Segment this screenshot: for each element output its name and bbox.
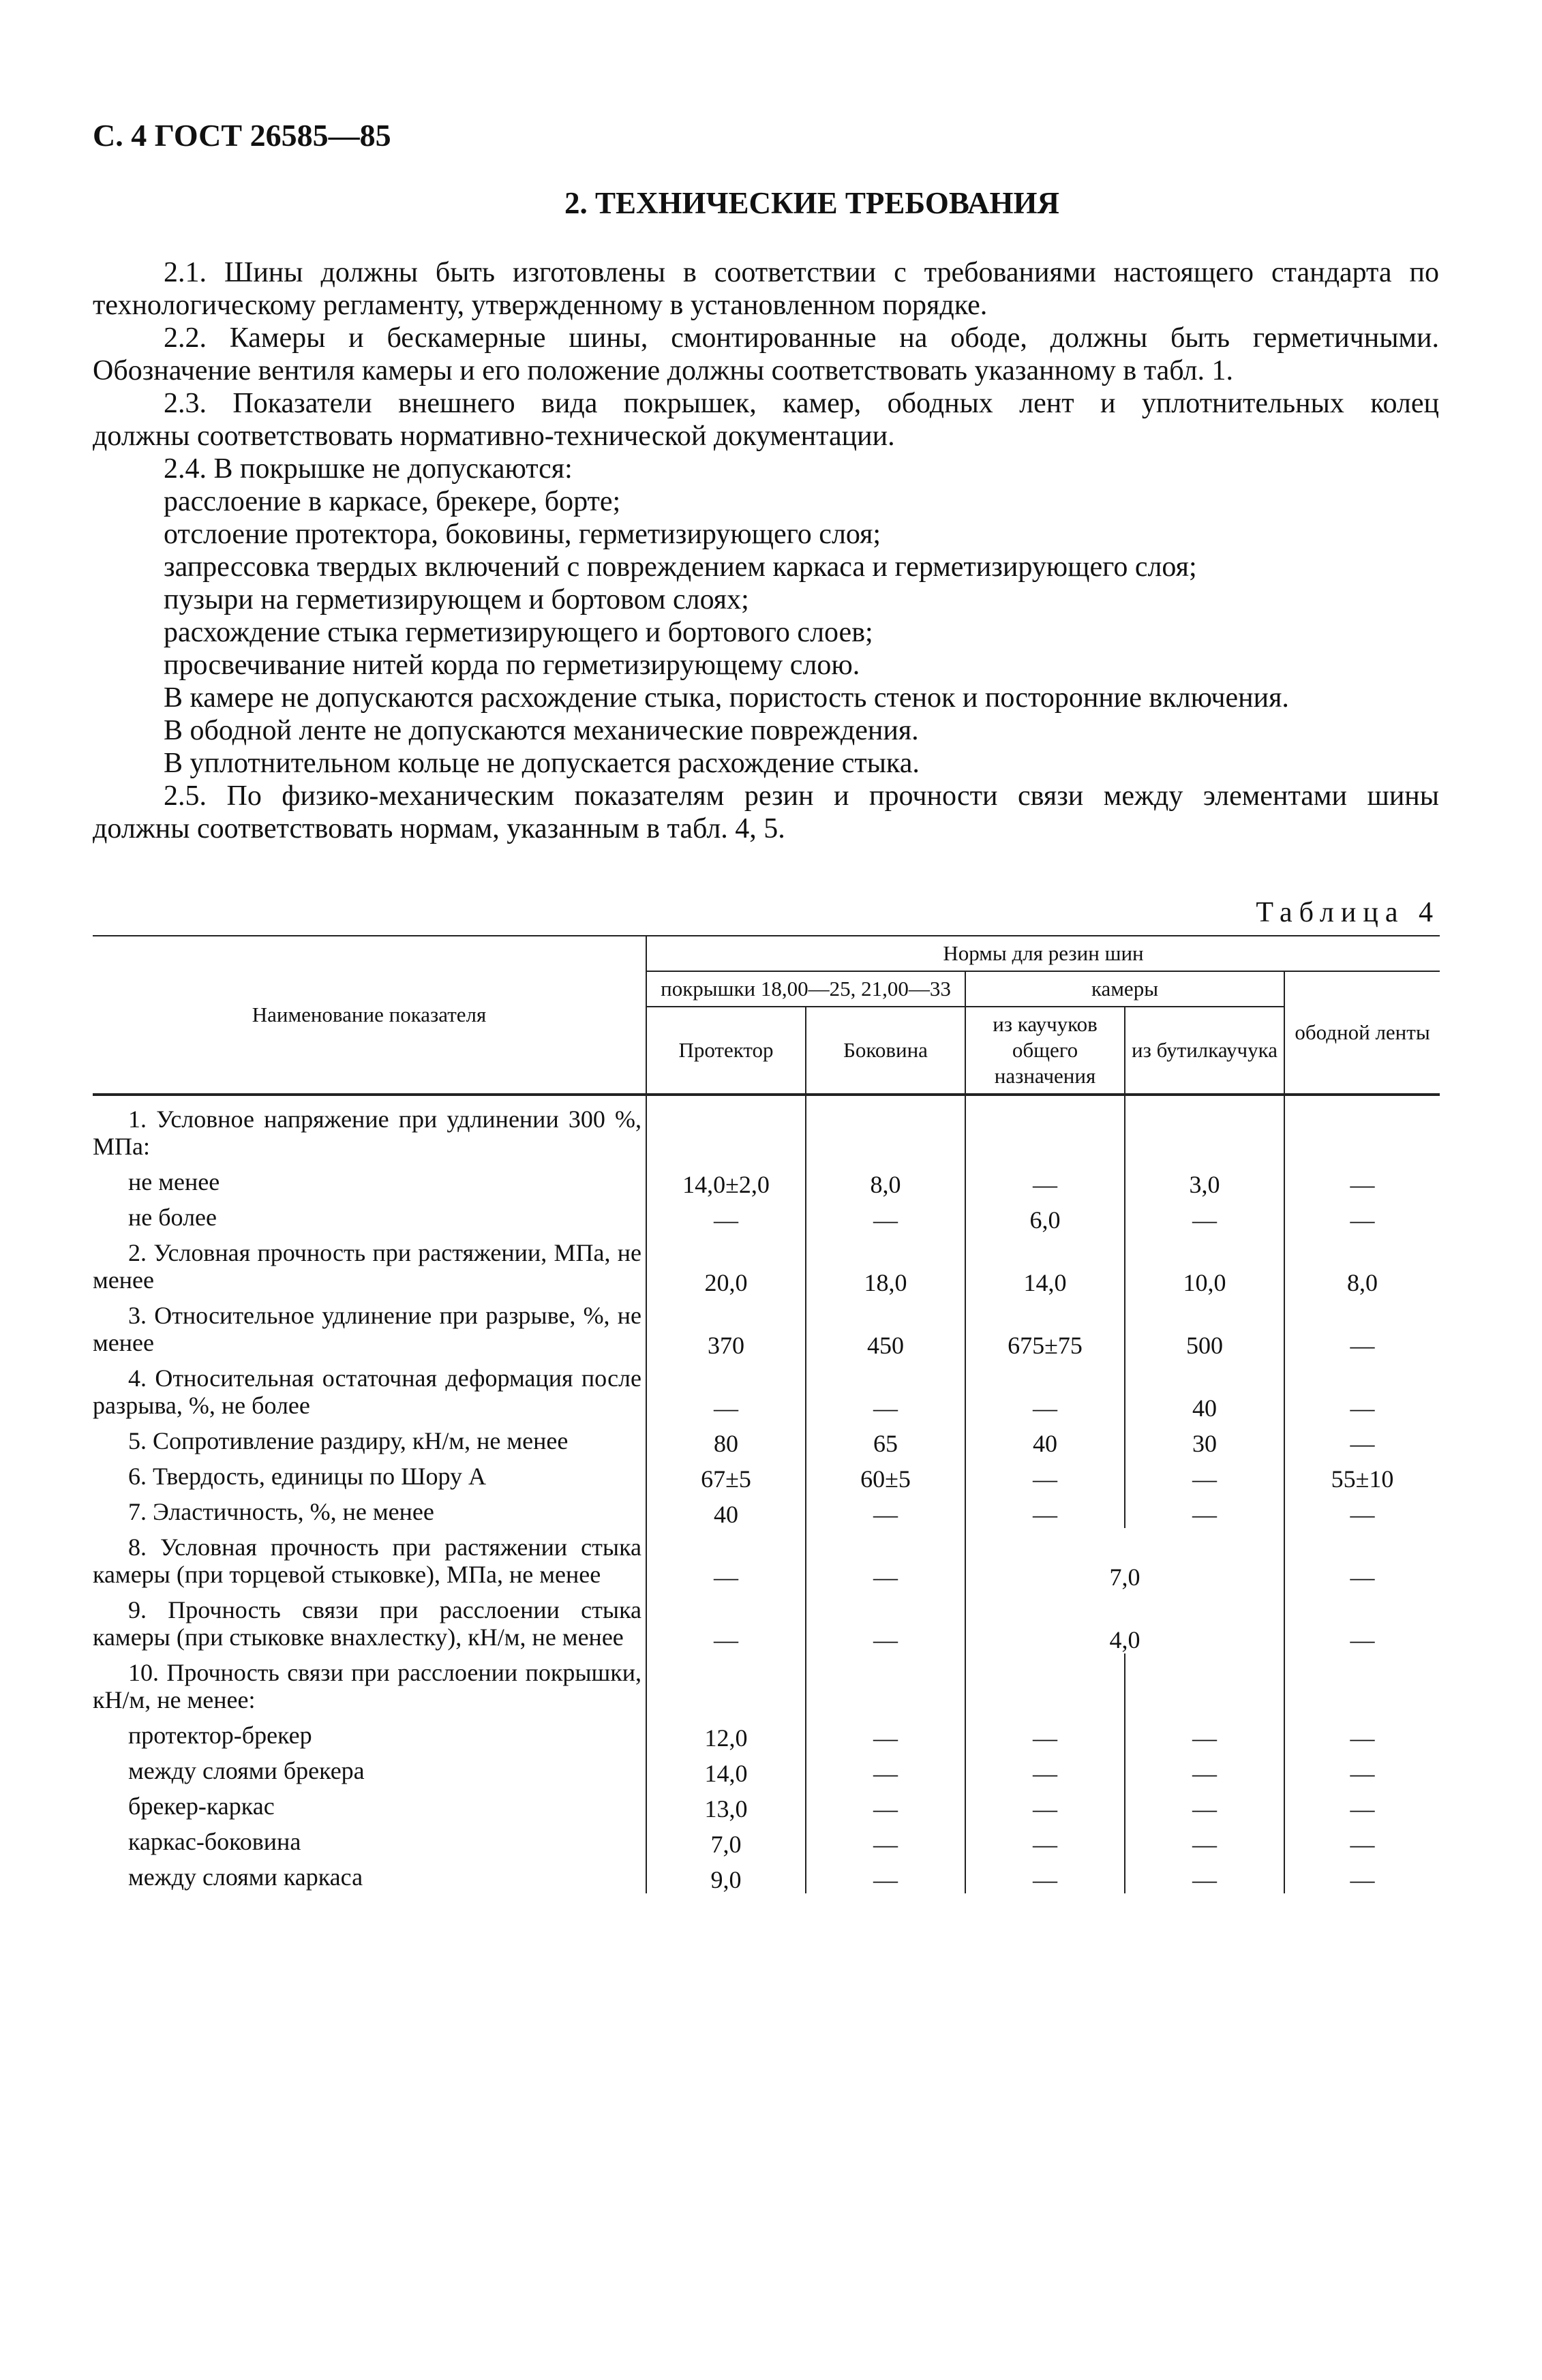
table-cell: —	[1284, 1716, 1440, 1752]
table-cell: —	[965, 1359, 1125, 1422]
table-cell: —	[646, 1198, 806, 1234]
table-row	[93, 1359, 1440, 1422]
row-label: 10. Прочность связи при расслоении покрышки, кН/м, не менее:	[93, 1659, 641, 1713]
table-cell: —	[1284, 1296, 1440, 1359]
table-row	[93, 1493, 1440, 1528]
paragraph-2-5-line1: 2.5. По физико-механическим показателям резин и прочности связи между элементами шины	[164, 780, 1439, 812]
table-cell: 80	[646, 1422, 806, 1457]
table-cell: 12,0	[646, 1716, 806, 1752]
table-cell: —	[1125, 1457, 1284, 1493]
table-cell: —	[1284, 1787, 1440, 1822]
requirements-text	[93, 256, 1439, 845]
list-item: расслоение в каркасе, брекере, борте;	[164, 486, 621, 517]
table-cell: 8,0	[806, 1163, 965, 1198]
section-title-text: 2. ТЕХНИЧЕСКИЕ ТРЕБОВАНИЯ	[564, 186, 1060, 220]
table-row	[93, 1591, 1440, 1653]
table-cell: —	[646, 1528, 806, 1591]
row-label: между слоями брекера	[128, 1757, 365, 1784]
row-label: 1. Условное напряжение при удлинении 300 %, МПа:	[93, 1105, 641, 1160]
table-cell: —	[1125, 1822, 1284, 1858]
table-cell: —	[1284, 1493, 1440, 1528]
paragraph-2-4: 2.4. В покрышке не допускаются:	[164, 453, 573, 485]
table-cell: 7,0	[646, 1822, 806, 1858]
table-cell: 30	[1125, 1422, 1284, 1457]
row-label: 8. Условная прочность при растяжении стыка камеры (при торцевой стыковке), МПа, не менее	[93, 1534, 641, 1588]
list-item: В уплотнительном кольце не допускается расхождение стыка.	[164, 748, 920, 779]
table-cell: —	[965, 1716, 1125, 1752]
table-row	[93, 1095, 1440, 1163]
table-cell: —	[806, 1822, 965, 1858]
table-row	[93, 1858, 1440, 1893]
table-cell: —	[1125, 1198, 1284, 1234]
table-cell: 10,0	[1125, 1234, 1284, 1296]
table-cell: 40	[965, 1422, 1125, 1457]
table-cell: 450	[806, 1296, 965, 1359]
header-norms: Нормы для резин шин	[646, 936, 1440, 971]
header-indicator: Наименование показателя	[93, 936, 646, 1095]
list-item: просвечивание нитей корда по герметизирующему слою.	[164, 650, 860, 681]
table-row	[93, 1716, 1440, 1752]
table-cell: —	[1284, 1359, 1440, 1422]
table-cell: 60±5	[806, 1457, 965, 1493]
paragraph-2-1-line2: технологическому регламенту, утвержденному в установленном порядке.	[93, 290, 988, 321]
row-label: брекер-каркас	[128, 1792, 275, 1820]
table-cell: —	[806, 1359, 965, 1422]
table-cell: —	[1284, 1198, 1440, 1234]
table-cell: —	[1284, 1163, 1440, 1198]
table-cell: —	[1125, 1716, 1284, 1752]
header-tread: Протектор	[646, 1007, 806, 1095]
row-label: каркас-боковина	[128, 1828, 301, 1855]
table-cell: —	[1284, 1528, 1440, 1591]
table-cell: 9,0	[646, 1858, 806, 1893]
table-cell: —	[1284, 1591, 1440, 1653]
table-cell: —	[965, 1752, 1125, 1787]
table-row	[93, 1457, 1440, 1493]
norms-table	[93, 935, 1440, 1893]
paragraph-2-1-line1: 2.1. Шины должны быть изготовлены в соответствии с требованиями настоящего стандарта по	[164, 257, 1439, 288]
table-cell: 14,0	[646, 1752, 806, 1787]
header-tube-butyl: из бутилкаучука	[1125, 1007, 1284, 1095]
table-row	[93, 1528, 1440, 1591]
table-row	[93, 1234, 1440, 1296]
table-row	[93, 1822, 1440, 1858]
table-caption: Таблица 4	[1256, 897, 1440, 928]
paragraph-2-3-line1: 2.3. Показатели внешнего вида покрышек, камер, ободных лент и уплотнительных колец	[164, 388, 1439, 419]
row-label: 9. Прочность связи при расслоении стыка камеры (при стыковке внахлестку), кН/м, не менее	[93, 1596, 641, 1651]
row-label: 2. Условная прочность при растяжении, МПа, не менее	[93, 1239, 641, 1294]
table-cell: 20,0	[646, 1234, 806, 1296]
list-item: расхождение стыка герметизирующего и бортового слоев;	[164, 617, 873, 648]
table-cell: —	[965, 1163, 1125, 1198]
row-label: 3. Относительное удлинение при разрыве, %, не менее	[93, 1302, 641, 1356]
table-row	[93, 1787, 1440, 1822]
table-cell: 4,0	[965, 1591, 1284, 1653]
table-cell: —	[965, 1858, 1125, 1893]
table-cell: —	[806, 1787, 965, 1822]
table-cell: —	[1125, 1858, 1284, 1893]
table-cell: 14,0±2,0	[646, 1163, 806, 1198]
table-cell: —	[1284, 1858, 1440, 1893]
table-cell: —	[806, 1493, 965, 1528]
table-row	[93, 1752, 1440, 1787]
header-tires-group: покрышки 18,00—25, 21,00—33	[646, 971, 965, 1007]
row-label: 5. Сопротивление раздиру, кН/м, не менее	[128, 1427, 569, 1454]
header-tubes-group: камеры	[965, 971, 1284, 1007]
table-cell: 40	[646, 1493, 806, 1528]
row-label: между слоями каркаса	[128, 1863, 363, 1891]
header-rim-tape: ободной ленты	[1284, 971, 1440, 1095]
table-cell: —	[806, 1528, 965, 1591]
table-cell: 675±75	[965, 1296, 1125, 1359]
header-tube-general: из каучуков общего назначения	[965, 1007, 1125, 1095]
table-cell: —	[806, 1716, 965, 1752]
row-label: 7. Эластичность, %, не менее	[128, 1498, 434, 1525]
table-cell: 3,0	[1125, 1163, 1284, 1198]
row-label: не более	[128, 1204, 217, 1231]
table-row	[93, 1296, 1440, 1359]
table-cell: 55±10	[1284, 1457, 1440, 1493]
table-cell: —	[1125, 1493, 1284, 1528]
table-cell: —	[1284, 1752, 1440, 1787]
table-cell: —	[1125, 1787, 1284, 1822]
table-cell: 67±5	[646, 1457, 806, 1493]
table-cell: —	[646, 1359, 806, 1422]
table-row	[93, 1163, 1440, 1198]
table-row	[93, 1198, 1440, 1234]
paragraph-2-2-line2: Обозначение вентиля камеры и его положение должны соответствовать указанному в табл. 1.	[93, 355, 1233, 386]
table-row	[93, 1422, 1440, 1457]
table-cell: 6,0	[965, 1198, 1125, 1234]
list-item: отслоение протектора, боковины, герметизирующего слоя;	[164, 519, 881, 550]
table-cell: 500	[1125, 1296, 1284, 1359]
row-label: не менее	[128, 1168, 220, 1195]
table-cell: —	[806, 1752, 965, 1787]
table-cell: 13,0	[646, 1787, 806, 1822]
header-sidewall: Боковина	[806, 1007, 965, 1095]
list-item: запрессовка твердых включений с повреждением каркаса и герметизирующего слоя;	[164, 551, 1197, 583]
paragraph-2-2-line1: 2.2. Камеры и бескамерные шины, смонтированные на ободе, должны быть герметичными.	[164, 322, 1439, 354]
paragraph-2-5-line2: должны соответствовать нормам, указанным в табл. 4, 5.	[93, 813, 785, 844]
table-cell: 40	[1125, 1359, 1284, 1422]
table-cell: 8,0	[1284, 1234, 1440, 1296]
list-item: В камере не допускаются расхождение стыка, пористость стенок и посторонние включения.	[164, 682, 1289, 714]
table-cell: —	[1125, 1752, 1284, 1787]
section-title	[0, 185, 1542, 221]
page-header: С. 4 ГОСТ 26585—85	[93, 118, 391, 153]
row-label: 4. Относительная остаточная деформация после разрыва, %, не более	[93, 1364, 641, 1419]
table-cell: —	[806, 1591, 965, 1653]
table-cell: —	[1284, 1422, 1440, 1457]
table-cell: —	[806, 1858, 965, 1893]
list-item: В ободной ленте не допускаются механические повреждения.	[164, 715, 919, 746]
table-cell: —	[646, 1591, 806, 1653]
table-cell: —	[1284, 1822, 1440, 1858]
table-cell: 370	[646, 1296, 806, 1359]
table-cell: 14,0	[965, 1234, 1125, 1296]
table-row	[93, 1653, 1440, 1716]
table-cell: —	[965, 1787, 1125, 1822]
table-cell: 18,0	[806, 1234, 965, 1296]
table-cell: —	[965, 1457, 1125, 1493]
table-cell: —	[965, 1822, 1125, 1858]
row-label: протектор-брекер	[128, 1722, 312, 1749]
row-label: 6. Твердость, единицы по Шору А	[128, 1463, 487, 1490]
table-cell: 65	[806, 1422, 965, 1457]
table-cell: —	[806, 1198, 965, 1234]
paragraph-2-3-line2: должны соответствовать нормативно-технической документации.	[93, 421, 895, 452]
table-cell: 7,0	[965, 1528, 1284, 1591]
table-cell: —	[965, 1493, 1125, 1528]
list-item: пузыри на герметизирующем и бортовом слоях;	[164, 584, 749, 615]
